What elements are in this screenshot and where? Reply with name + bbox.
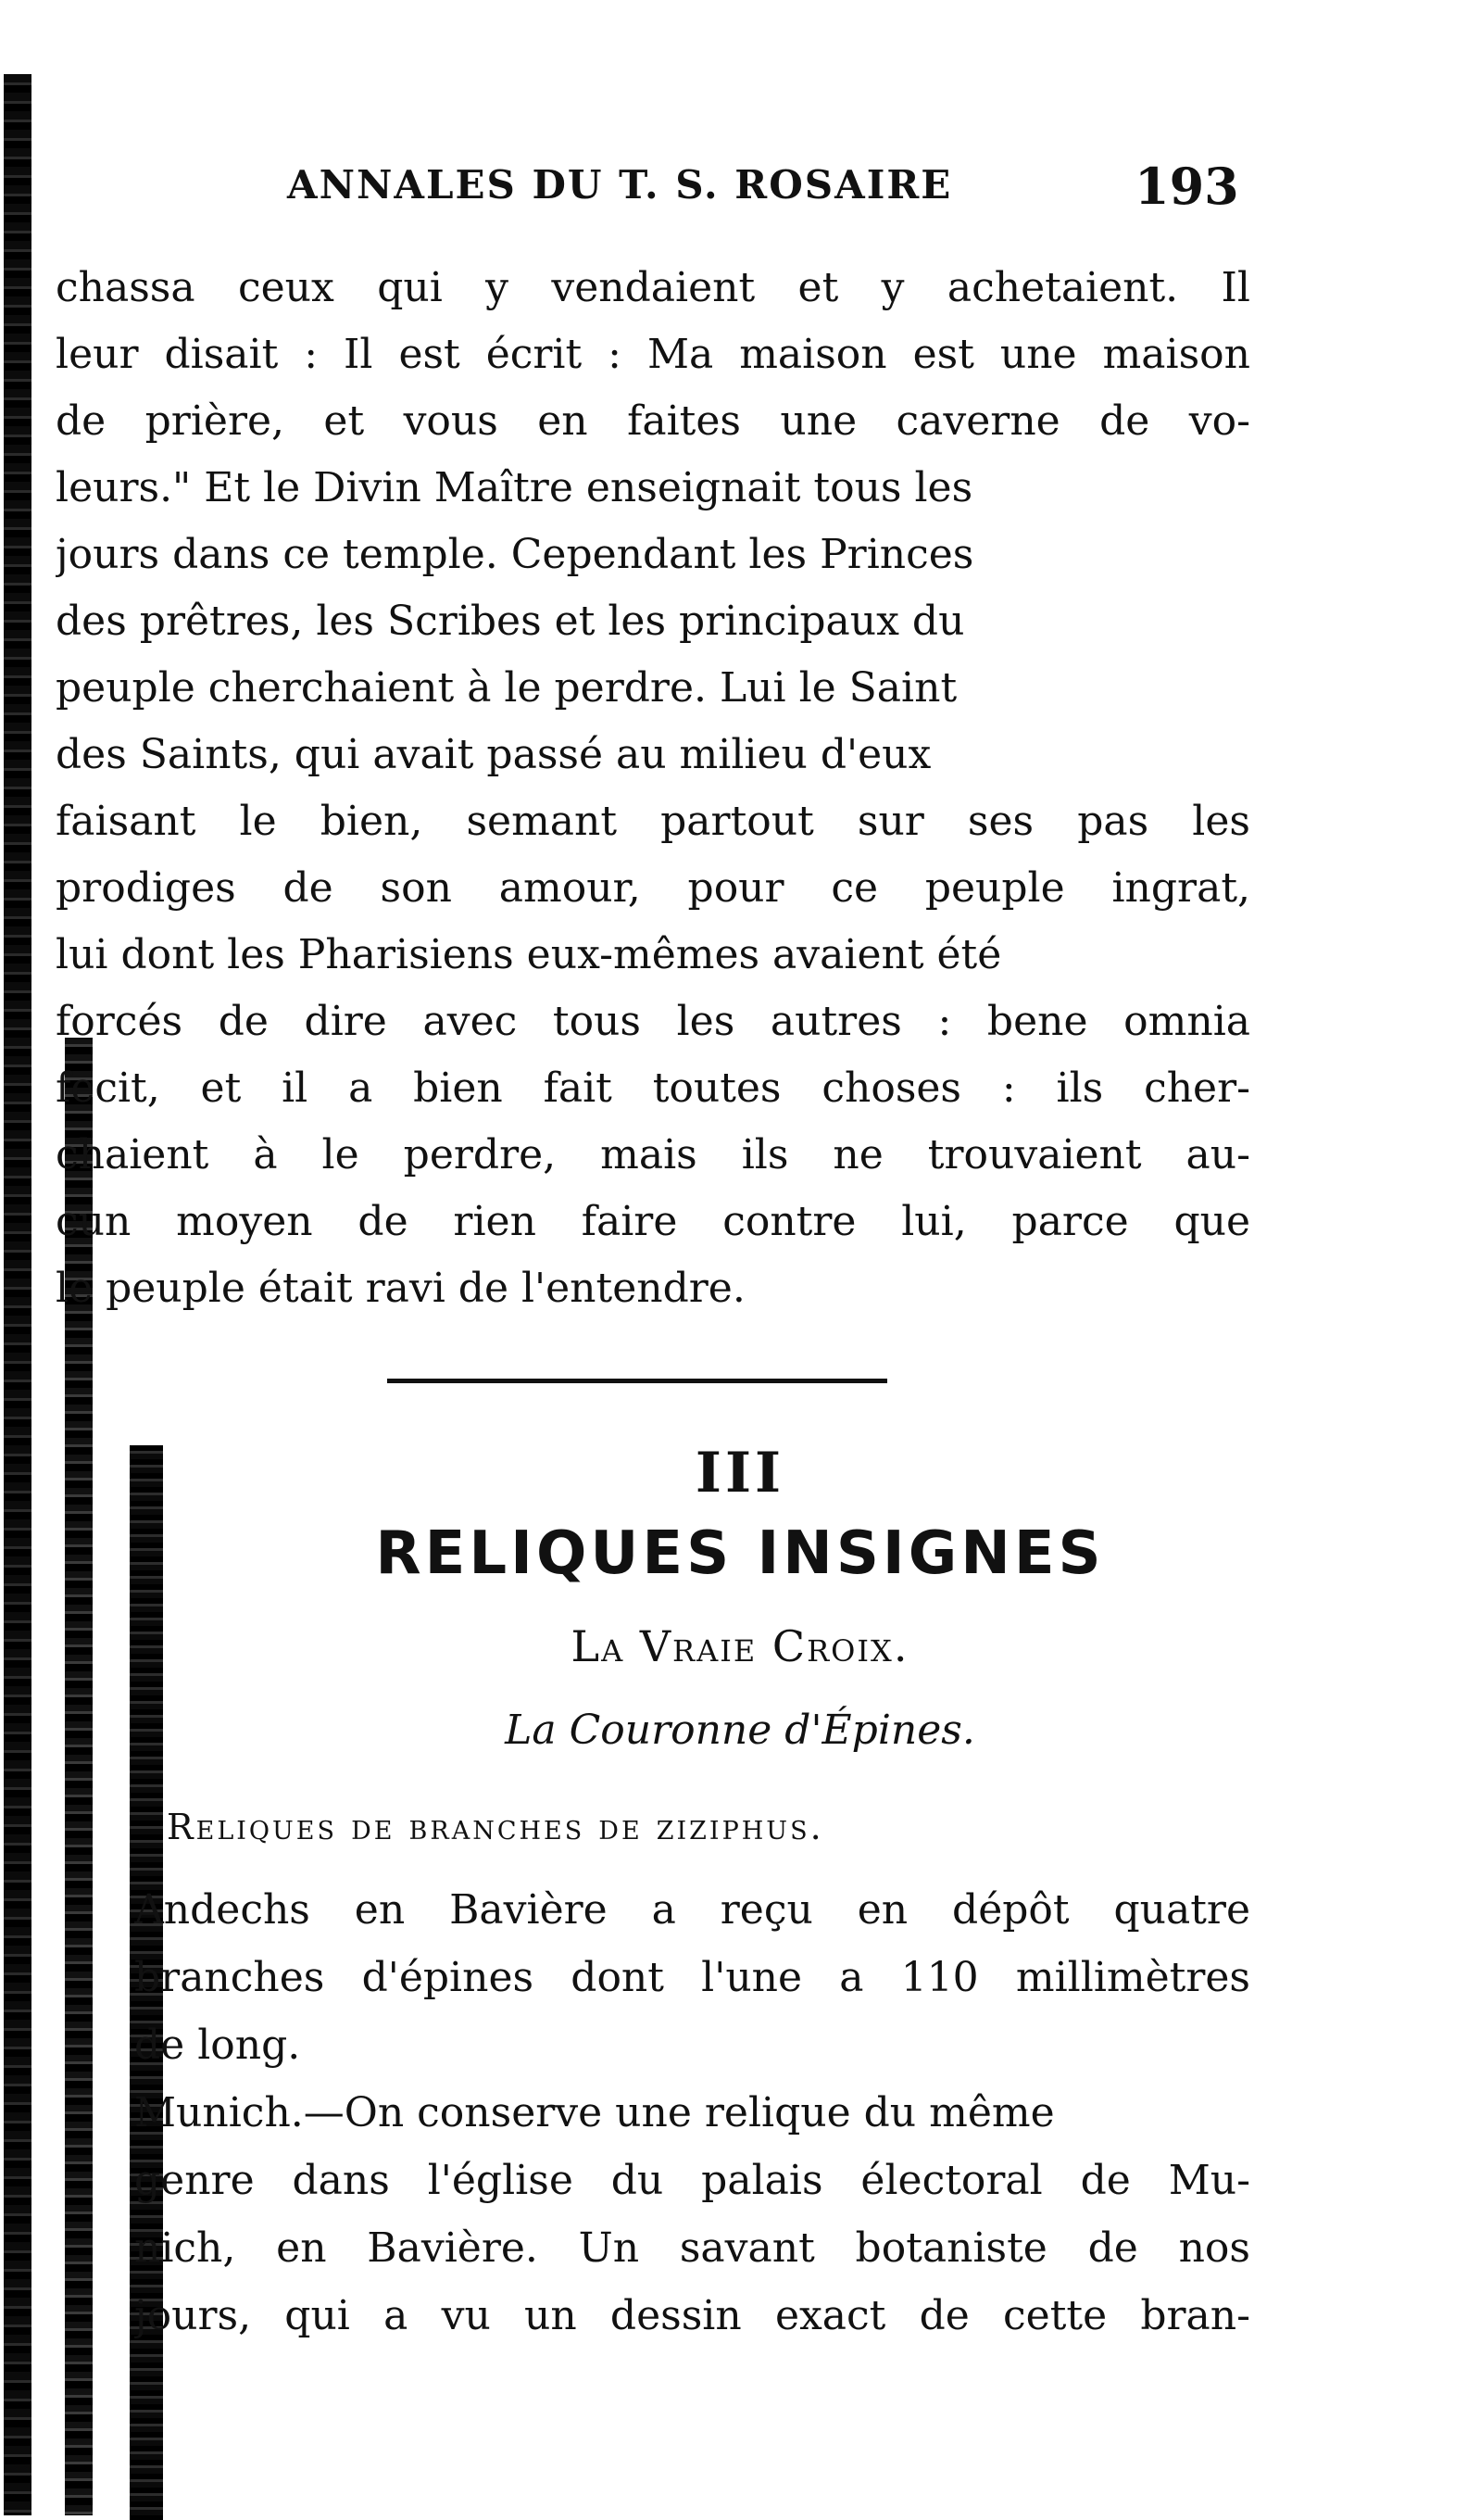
text-line: chaient à le perdre, mais ils ne trouvaient au-: [56, 1131, 1250, 1178]
text-line: des prêtres, les Scribes et les principaux du: [56, 598, 965, 645]
text-line: le peuple était ravi de l'entendre.: [56, 1265, 746, 1312]
text-line: nich, en Bavière. Un savant botaniste de nos: [134, 2224, 1250, 2272]
text-line: genre dans l'église du palais électoral de Mu-: [134, 2157, 1250, 2204]
paragraph-2: [134, 1876, 1250, 2350]
text-line: lui dont les Pharisiens eux-mêmes avaient été: [56, 931, 1002, 978]
header-title: ANNALES DU T. S. ROSAIRE: [287, 162, 953, 208]
text-line: jours dans ce temple. Cependant les Princes: [56, 531, 974, 578]
subheading-ziziphus: Reliques de branches de ziziphus.: [167, 1807, 824, 1847]
text-line: branches d'épines dont l'une a 110 millimètres: [134, 1954, 1250, 2001]
text-line: jours, qui a vu un dessin exact de cette bran-: [134, 2292, 1250, 2339]
subheading-crown-of-thorns: La Couronne d'Épines.: [505, 1707, 975, 1754]
text-line: Munich.—On conserve une relique du même: [134, 2089, 1055, 2136]
binding-shadow: [4, 74, 31, 2515]
paragraph-1: [56, 255, 1250, 1322]
text-line: cun moyen de rien faire contre lui, parce que: [56, 1198, 1250, 1245]
text-line: peuple cherchaient à le perdre. Lui le Saint: [56, 664, 958, 712]
text-line: forcés de dire avec tous les autres : bene omnia: [56, 998, 1250, 1045]
text-line: de long.: [134, 2022, 301, 2069]
text-line: faisant le bien, semant partout sur ses pas les: [56, 798, 1250, 845]
text-line: leur disait : Il est écrit : Ma maison est une maison: [56, 331, 1250, 378]
running-header: [0, 157, 1480, 218]
text-line: Andechs en Bavière a reçu en dépôt quatre: [134, 1886, 1250, 1934]
text-line: chassa ceux qui y vendaient et y achetaient. Il: [56, 264, 1250, 311]
section-divider: [387, 1379, 887, 1383]
text-line: prodiges de son amour, pour ce peuple ingrat,: [56, 864, 1250, 912]
text-line: des Saints, qui avait passé au milieu d'eux: [56, 731, 932, 778]
page-number: 193: [1135, 157, 1239, 216]
text-line: fecit, et il a bien fait toutes choses : ils cher-: [56, 1065, 1250, 1112]
section-title: RELIQUES INSIGNES: [375, 1519, 1105, 1588]
text-line: leurs." Et le Divin Maître enseignait tous les: [56, 464, 973, 511]
section-numeral: III: [695, 1441, 785, 1506]
subheading-true-cross: La Vraie Croix.: [571, 1621, 909, 1671]
text-line: de prière, et vous en faites une caverne de vo-: [56, 397, 1250, 445]
